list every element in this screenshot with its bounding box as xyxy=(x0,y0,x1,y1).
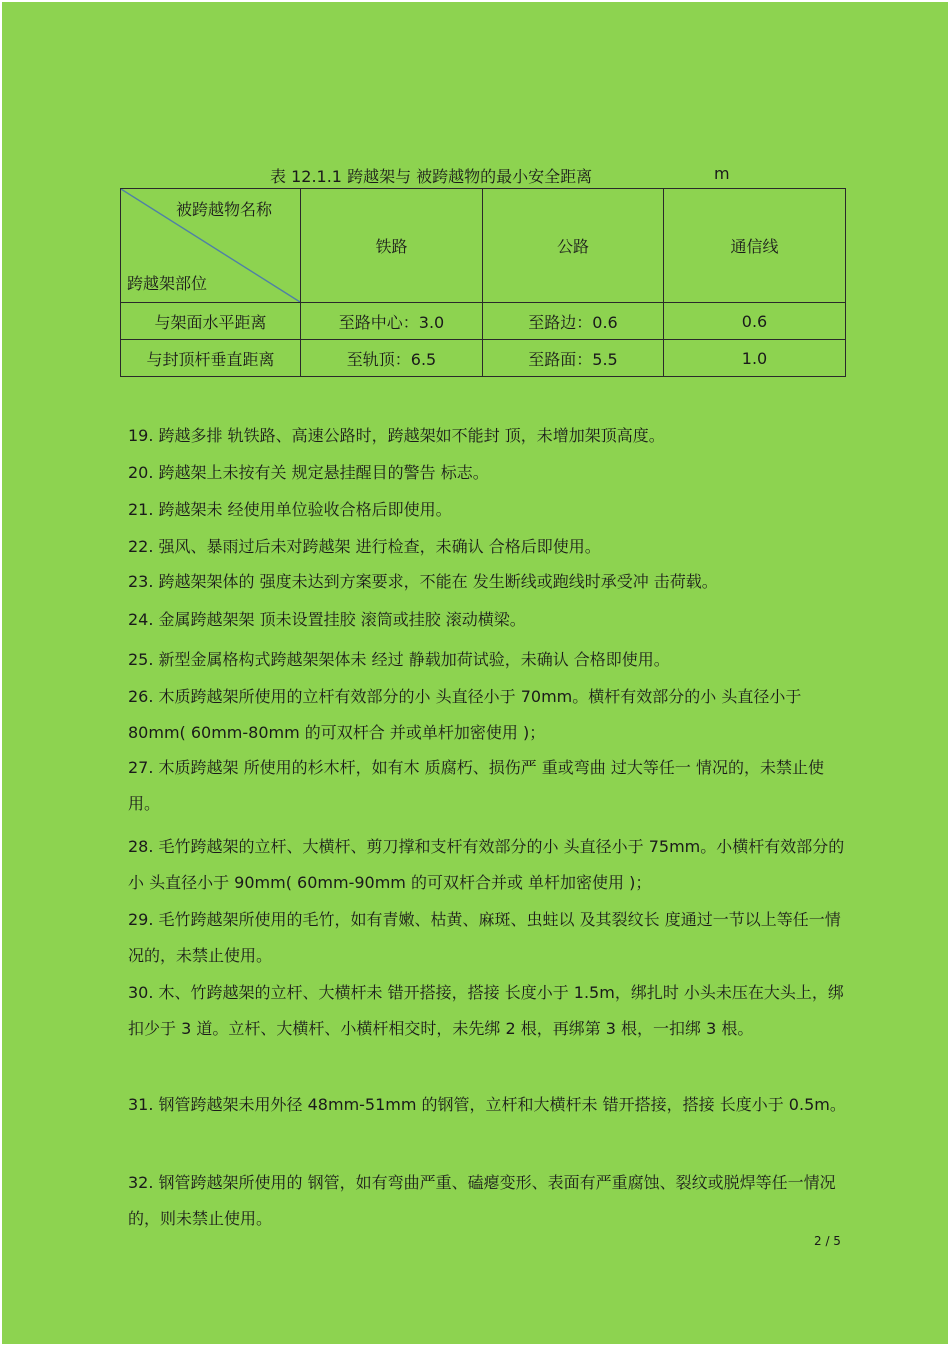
list-item: 20. 跨越架上未按有关 规定悬挂醒目的警告 标志。 xyxy=(128,463,489,482)
safety-distance-table xyxy=(120,188,846,377)
list-item: 24. 金属跨越架架 顶未设置挂胶 滚筒或挂胶 滚动横梁。 xyxy=(128,610,526,629)
list-item: 29. 毛竹跨越架所使用的毛竹，如有青嫩、枯黄、麻斑、虫蛀以 及其裂纹长 度通过一节以上等任一情况的，未禁止使用。 xyxy=(128,910,841,965)
table-cell: 1.0 xyxy=(664,340,846,377)
row-label: 与架面水平距离 xyxy=(121,303,301,340)
table-cell: 至路边：0.6 xyxy=(483,303,664,340)
table-cell: 至路中心：3.0 xyxy=(301,303,483,340)
row-label: 与封顶杆垂直距离 xyxy=(121,340,301,377)
column-header-highway: 公路 xyxy=(483,189,664,303)
table-row xyxy=(121,303,846,340)
document-page xyxy=(2,2,948,1344)
list-item: 28. 毛竹跨越架的立杆、大横杆、剪刀撑和支杆有效部分的小 头直径小于 75mm。小横杆有效部分的小 头直径小于 90mm( 60mm-90mm 的可双杆合并或 单杆加密使用 )； xyxy=(128,837,845,892)
list-item: 32. 钢管跨越架所使用的 钢管，如有弯曲严重、磕瘪变形、表面有严重腐蚀、裂纹或脱焊等任一情况的，则未禁止使用。 xyxy=(128,1173,836,1228)
column-header-telecom: 通信线 xyxy=(664,189,846,303)
header-crossed-object: 被跨越物名称 xyxy=(176,200,273,219)
table-corner-header xyxy=(121,189,301,303)
table-row xyxy=(121,340,846,377)
header-frame-part: 跨越架部位 xyxy=(127,274,208,293)
list-item: 25. 新型金属格构式跨越架架体未 经过 静载加荷试验，未确认 合格即使用。 xyxy=(128,650,670,669)
table-cell: 0.6 xyxy=(664,303,846,340)
list-item: 26. 木质跨越架所使用的立杆有效部分的小 头直径小于 70mm。横杆有效部分的小 头直径小于 80mm( 60mm-80mm 的可双杆合 并或单杆加密使用 )； xyxy=(128,687,802,742)
list-item: 21. 跨越架未 经使用单位验收合格后即使用。 xyxy=(128,500,452,519)
table-caption-title: 表 12.1.1 跨越架与 被跨越物的最小安全距离 xyxy=(270,167,593,186)
list-item: 22. 强风、暴雨过后未对跨越架 进行检查，未确认 合格后即使用。 xyxy=(128,537,601,556)
list-item: 23. 跨越架架体的 强度未达到方案要求，不能在 发生断线或跑线时承受冲 击荷载。 xyxy=(128,572,718,591)
list-item: 31. 钢管跨越架未用外径 48mm-51mm 的钢管，立杆和大横杆未 错开搭接，搭接 长度小于 0.5m。 xyxy=(128,1095,846,1114)
list-item: 30. 木、竹跨越架的立杆、大横杆未 错开搭接，搭接 长度小于 1.5m，绑扎时 小头未压在大头上，绑扣少于 3 道。立杆、大横杆、小横杆相交时，未先绑 2 根，再绑第 3 根，一扣绑 3 根。 xyxy=(128,983,844,1038)
list-item: 27. 木质跨越架 所使用的杉木杆，如有木 质腐朽、损伤严 重或弯曲 过大等任一 情况的，未禁止使用。 xyxy=(128,758,824,813)
table-cell: 至路面：5.5 xyxy=(483,340,664,377)
column-header-railway: 铁路 xyxy=(301,189,483,303)
page-number: 2 / 5 xyxy=(814,1234,841,1248)
table-caption-unit: m xyxy=(714,164,730,183)
table-cell: 至轨顶：6.5 xyxy=(301,340,483,377)
list-item: 19. 跨越多排 轨铁路、高速公路时，跨越架如不能封 顶，未增加架顶高度。 xyxy=(128,426,665,445)
